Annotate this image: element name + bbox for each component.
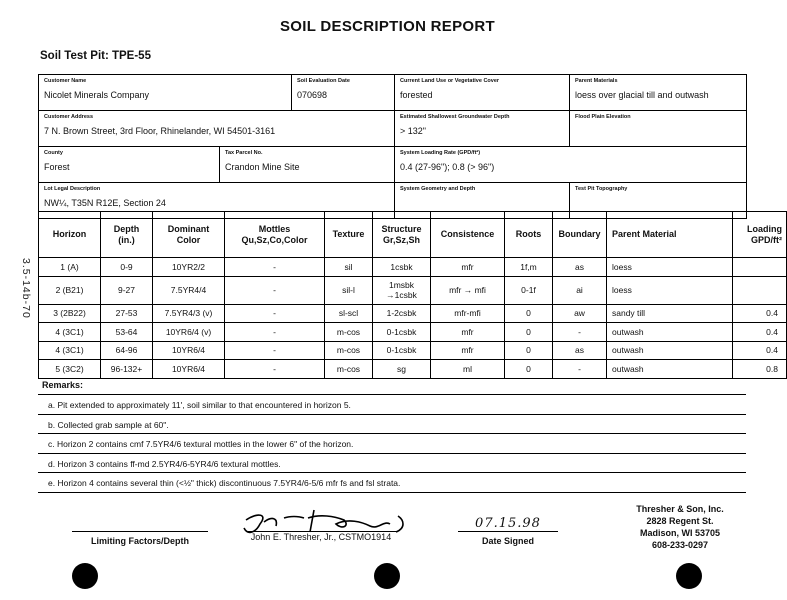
cell-texture: m-cos [325,360,373,379]
customer-name-cell [39,75,292,111]
horizon-table [38,211,787,379]
legal-description: NW¼, T35N R12E, Section 24 [44,198,166,208]
cell-mottles: - [225,304,325,323]
cell-texture: m-cos [325,323,373,342]
remark-line: b. Collected grab sample at 60". [38,415,746,435]
remarks-list [38,394,746,493]
cell-consistence: mfr → mfi [431,276,505,304]
cell-roots: 0 [505,304,553,323]
remark-line: d. Horizon 3 contains ff-md 2.5YR4/6-5YR4/6 textural mottles. [38,454,746,474]
field-label: Flood Plain Elevation [575,114,631,120]
cell-mottles: - [225,360,325,379]
table-row [39,341,787,360]
cell-depth: 96-132+ [101,360,153,379]
cell-boundary: - [553,360,607,379]
parcel-cell [220,147,395,183]
cell-loading: 0.4 [733,323,787,342]
header-boundary: Boundary [553,212,607,258]
field-label: Customer Name [44,78,87,84]
parent-materials: loess over glacial till and outwash [575,90,709,100]
cell-boundary: as [553,341,607,360]
field-label: Estimated Shallowest Groundwater Depth [400,114,510,120]
loading-rate-cell [395,147,747,183]
cell-color: 10YR2/2 [153,258,225,277]
header-depth: Depth (in.) [101,212,153,258]
cell-horizon: 1 (A) [39,258,101,277]
cell-depth: 9-27 [101,276,153,304]
cell-consistence: mfr-mfi [431,304,505,323]
limiting-factors-label: Limiting Factors/Depth [90,536,189,546]
firm-city: Madison, WI 53705 [639,528,721,538]
table-row [39,304,787,323]
cell-boundary: aw [553,304,607,323]
cell-loading: 0.8 [733,360,787,379]
groundwater-depth: > 132" [400,126,426,136]
tax-parcel: Crandon Mine Site [225,162,300,172]
cell-roots: 0-1f [505,276,553,304]
table-row [39,323,787,342]
cell-parent: outwash [607,360,733,379]
date-signed-line [458,531,558,532]
field-label: Current Land Use or Vegetative Cover [400,78,500,84]
cell-depth: 53-64 [101,323,153,342]
header-roots: Roots [505,212,553,258]
cell-loading [733,276,787,304]
customer-address: 7 N. Brown Street, 3rd Floor, Rhinelander, WI 54501-3161 [44,126,276,136]
cell-texture: sil-l [325,276,373,304]
field-label: Test Pit Topography [575,186,628,192]
cell-boundary: - [553,323,607,342]
cell-consistence: mfr [431,341,505,360]
cell-roots: 0 [505,323,553,342]
cell-loading: 0.4 [733,341,787,360]
cell-texture: m-cos [325,341,373,360]
cell-horizon: 3 (2B22) [39,304,101,323]
loading-rate: 0.4 (27-96"); 0.8 (> 96") [400,162,495,172]
cell-roots: 0 [505,341,553,360]
cell-loading [733,258,787,277]
cell-mottles: - [225,276,325,304]
date-signed-label: Date Signed [481,536,534,546]
cell-structure: 1-2csbk [373,304,431,323]
header-mottles: Mottles Qu,Sz,Co,Color [225,212,325,258]
cell-texture: sl-scl [325,304,373,323]
cell-color: 10YR6/4 [153,341,225,360]
table-row [39,276,787,304]
cell-roots: 1f,m [505,258,553,277]
header-loading: Loading GPD/ft² [733,212,787,258]
header-structure: Structure Gr,Sz,Sh [373,212,431,258]
cell-structure: sg [373,360,431,379]
cell-depth: 0-9 [101,258,153,277]
firm-phone: 608-233-0297 [651,540,709,550]
punch-hole-icon [374,563,400,589]
remarks-heading: Remarks: [42,380,84,390]
field-label: System Geometry and Depth [400,186,476,192]
site-info-grid [38,74,747,219]
remark-line: e. Horizon 4 contains several thin (<½" thick) discontinuous 7.5YR4/6-5/6 mfr fs and fsl strata. [38,473,746,493]
land-use-cell [395,75,570,111]
cell-parent: outwash [607,323,733,342]
eval-date: 070698 [297,90,328,100]
header-horizon: Horizon [39,212,101,258]
cell-horizon: 5 (3C2) [39,360,101,379]
firm-street: 2828 Regent St. [646,516,714,526]
cell-mottles: - [225,341,325,360]
report-title: SOIL DESCRIPTION REPORT [280,18,495,35]
cell-parent: outwash [607,341,733,360]
cell-horizon: 4 (3C1) [39,323,101,342]
cell-structure: 0-1csbk [373,323,431,342]
cell-structure: 1msbk →1csbk [373,276,431,304]
header-parent-material: Parent Material [607,212,733,258]
cell-color: 10YR6/4 [153,360,225,379]
punch-hole-icon [676,563,702,589]
county-cell [39,147,220,183]
limiting-factors-line [72,531,208,532]
cell-horizon: 4 (3C1) [39,341,101,360]
cell-mottles: - [225,258,325,277]
field-label: County [44,150,63,156]
cell-color: 7.5YR4/4 [153,276,225,304]
cell-structure: 1csbk [373,258,431,277]
cell-parent: loess [607,258,733,277]
header-texture: Texture [325,212,373,258]
field-label: Tax Parcel No. [225,150,263,156]
cell-depth: 27-53 [101,304,153,323]
field-label: Parent Materials [575,78,618,84]
table-header-row [39,212,787,258]
header-color: Dominant Color [153,212,225,258]
field-label: System Loading Rate (GPD/ft²) [400,150,481,156]
table-row [39,360,787,379]
cell-parent: loess [607,276,733,304]
side-margin-note: 3.5-14b-70 [20,258,32,319]
soil-test-pit: Soil Test Pit: TPE-55 [40,50,151,62]
county: Forest [44,162,70,172]
cell-parent: sandy till [607,304,733,323]
cell-boundary: as [553,258,607,277]
field-label: Lot Legal Description [44,186,101,192]
flood-plain-cell [570,111,747,147]
eval-date-cell [292,75,395,111]
remark-line: a. Pit extended to approximately 11', soil similar to that encountered in horizon 5. [38,395,746,415]
cell-texture: sil [325,258,373,277]
firm-block [610,503,750,551]
address-cell [39,111,395,147]
cell-loading: 0.4 [733,304,787,323]
cell-color: 10YR6/4 (v) [153,323,225,342]
groundwater-cell [395,111,570,147]
header-consistence: Consistence [431,212,505,258]
cell-consistence: mfr [431,323,505,342]
table-row [39,258,787,277]
remark-line: c. Horizon 2 contains cmf 7.5YR4/6 textural mottles in the lower 6" of the horizon. [38,434,746,454]
cell-structure: 0-1csbk [373,341,431,360]
cell-color: 7.5YR4/3 (v) [153,304,225,323]
punch-hole-icon [72,563,98,589]
cell-roots: 0 [505,360,553,379]
cell-boundary: ai [553,276,607,304]
cell-consistence: mfr [431,258,505,277]
date-signed-value: 07.15.98 [475,516,541,531]
cell-horizon: 2 (B21) [39,276,101,304]
land-use: forested [400,90,433,100]
parent-materials-cell [570,75,747,111]
field-label: Soil Evaluation Date [297,78,350,84]
firm-name: Thresher & Son, Inc. [636,504,724,514]
cell-depth: 64-96 [101,341,153,360]
customer-name: Nicolet Minerals Company [44,90,150,100]
cell-mottles: - [225,323,325,342]
cell-consistence: ml [431,360,505,379]
field-label: Customer Address [44,114,94,120]
signer-name: John E. Thresher, Jr., CSTMO1914 [250,532,392,542]
